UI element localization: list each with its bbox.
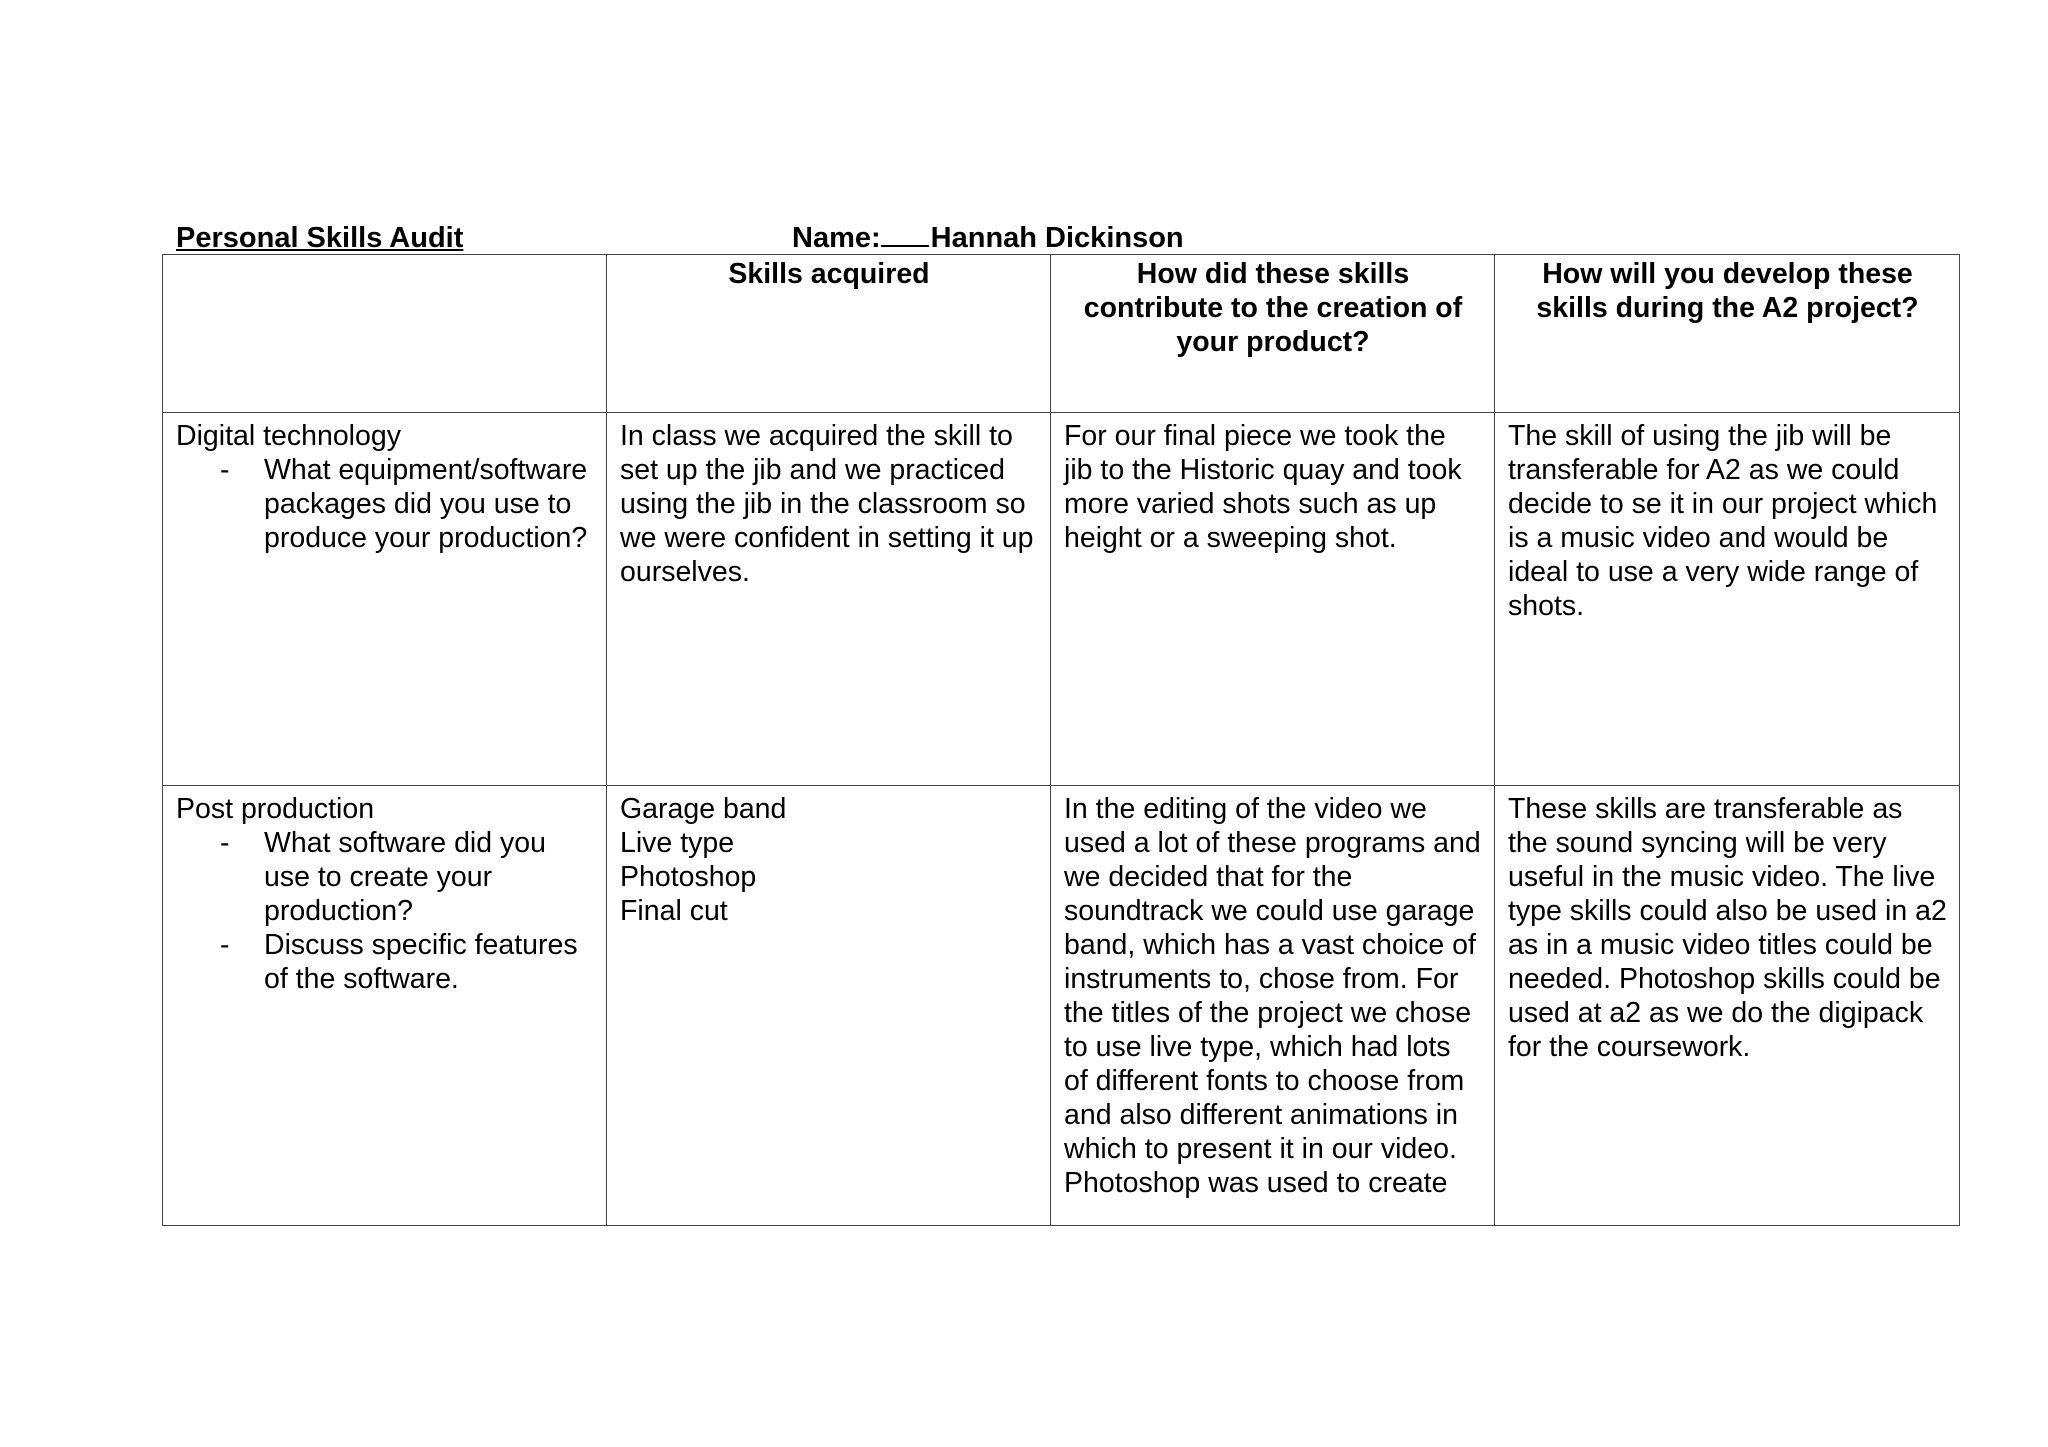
- header-cell-development: How will you develop these skills during the A2 project?: [1495, 255, 1960, 413]
- software-list: [620, 792, 1038, 928]
- software-item: Final cut: [620, 895, 728, 927]
- header-cell-contribution: How did these skills contribute to the creation of your product?: [1051, 255, 1495, 413]
- development-cell: The skill of using the jib will be transferable for A2 as we could decide to se it in our project which is a music video and would be ideal to use a very wide range of shots.: [1495, 413, 1960, 786]
- name-value: Hannah Dickinson: [930, 222, 1184, 254]
- contribution-cell: [1051, 786, 1495, 1226]
- software-item: Photoshop: [620, 861, 757, 893]
- table-header-row: [163, 255, 1960, 413]
- header-cell-topic: [163, 255, 607, 413]
- topic-questions: [176, 453, 594, 555]
- topic-cell: [163, 413, 607, 786]
- table-row: [163, 413, 1960, 786]
- contribution-cell: For our final piece we took the jib to the Historic quay and took more varied shots such as up height or a sweeping shot.: [1051, 413, 1495, 786]
- question-item: - Discuss specific features of the software.: [176, 928, 594, 996]
- development-cell: These skills are transferable as the sound syncing will be very useful in the music video. The live type skills could also be used in a2 as in a music video titles could be needed. Photoshop skills could be used at a2 as we do the digipack for the coursework.: [1495, 786, 1960, 1226]
- name-line: [792, 220, 1184, 256]
- header-cell-skills: Skills acquired: [607, 255, 1051, 413]
- skills-audit-table: [162, 254, 1960, 1226]
- name-label: Name:: [792, 222, 881, 254]
- software-item: Garage band: [620, 793, 787, 825]
- table-row: [163, 786, 1960, 1226]
- contribution-text: In the editing of the video we used a lot of these programs and we decided that for the soundtrack we could use garage band, which has a vast choice of instruments to, chose from. For the titles of the project we chose to use live type, which had lots of different fonts to choose from and also different animations in which to present it in our video. Photoshop was used to create: [1064, 793, 1481, 1199]
- question-item: - What equipment/software packages did you use to produce your production?: [176, 453, 594, 555]
- document-title: Personal Skills Audit: [176, 222, 464, 254]
- topic-heading: Post production: [176, 793, 375, 825]
- name-underline: [881, 221, 929, 247]
- topic-cell: [163, 786, 607, 1226]
- skills-cell: [607, 786, 1051, 1226]
- software-item: Live type: [620, 827, 735, 859]
- question-item: - What software did you use to create your production?: [176, 826, 594, 928]
- topic-questions: [176, 826, 594, 996]
- skills-cell: In class we acquired the skill to set up the jib and we practiced using the jib in the classroom so we were confident in setting it up ourselves.: [607, 413, 1051, 786]
- topic-heading: Digital technology: [176, 420, 401, 452]
